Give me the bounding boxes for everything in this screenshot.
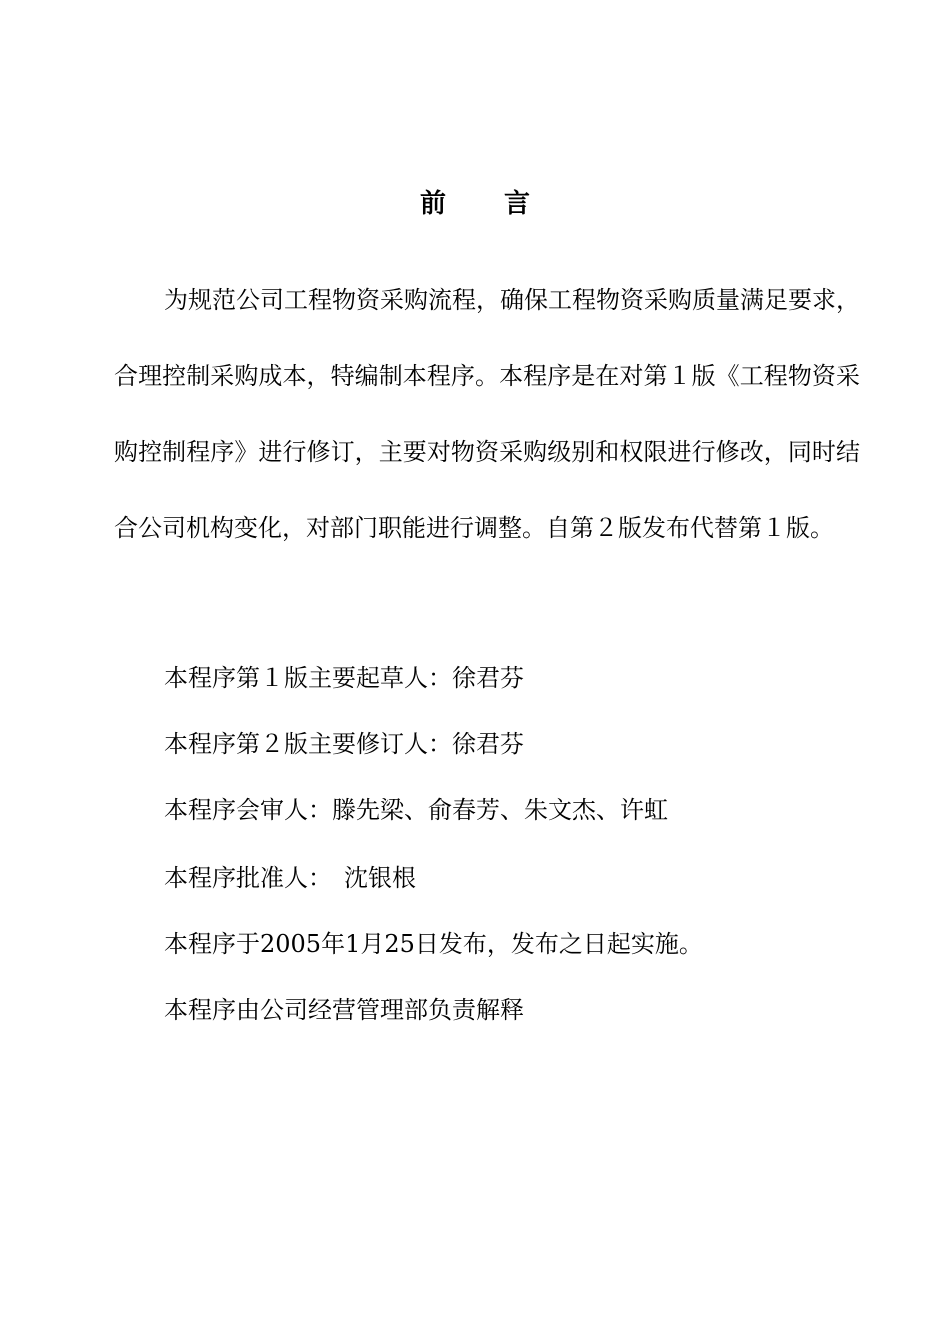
interpretation-line: 本程序由公司经营管理部负责解释 xyxy=(164,996,524,1024)
drafter-line: 本程序第１版主要起草人：徐君芬 xyxy=(164,664,524,692)
reviser-line: 本程序第２版主要修订人：徐君芬 xyxy=(164,730,524,758)
approver-line: 本程序批准人： 沈银根 xyxy=(164,864,416,892)
intro-paragraph: 为规范公司工程物资采购流程，确保工程物资采购质量满足要求，合理控制采购成本，特编制本程序。本程序是在对第１版《工程物资采购控制程序》进行修订，主要对物资采购级别和权限进行修改，同时结合公司机构变化，对部门职能进行调整。自第２版发布代替第１版。 xyxy=(114,286,860,542)
reviewers-line: 本程序会审人：滕先梁、俞春芳、朱文杰、许虹 xyxy=(164,796,668,824)
release-date-line: 本程序于2005年1月25日发布，发布之日起实施。 xyxy=(164,930,703,958)
page-title: 前言 xyxy=(419,189,588,219)
